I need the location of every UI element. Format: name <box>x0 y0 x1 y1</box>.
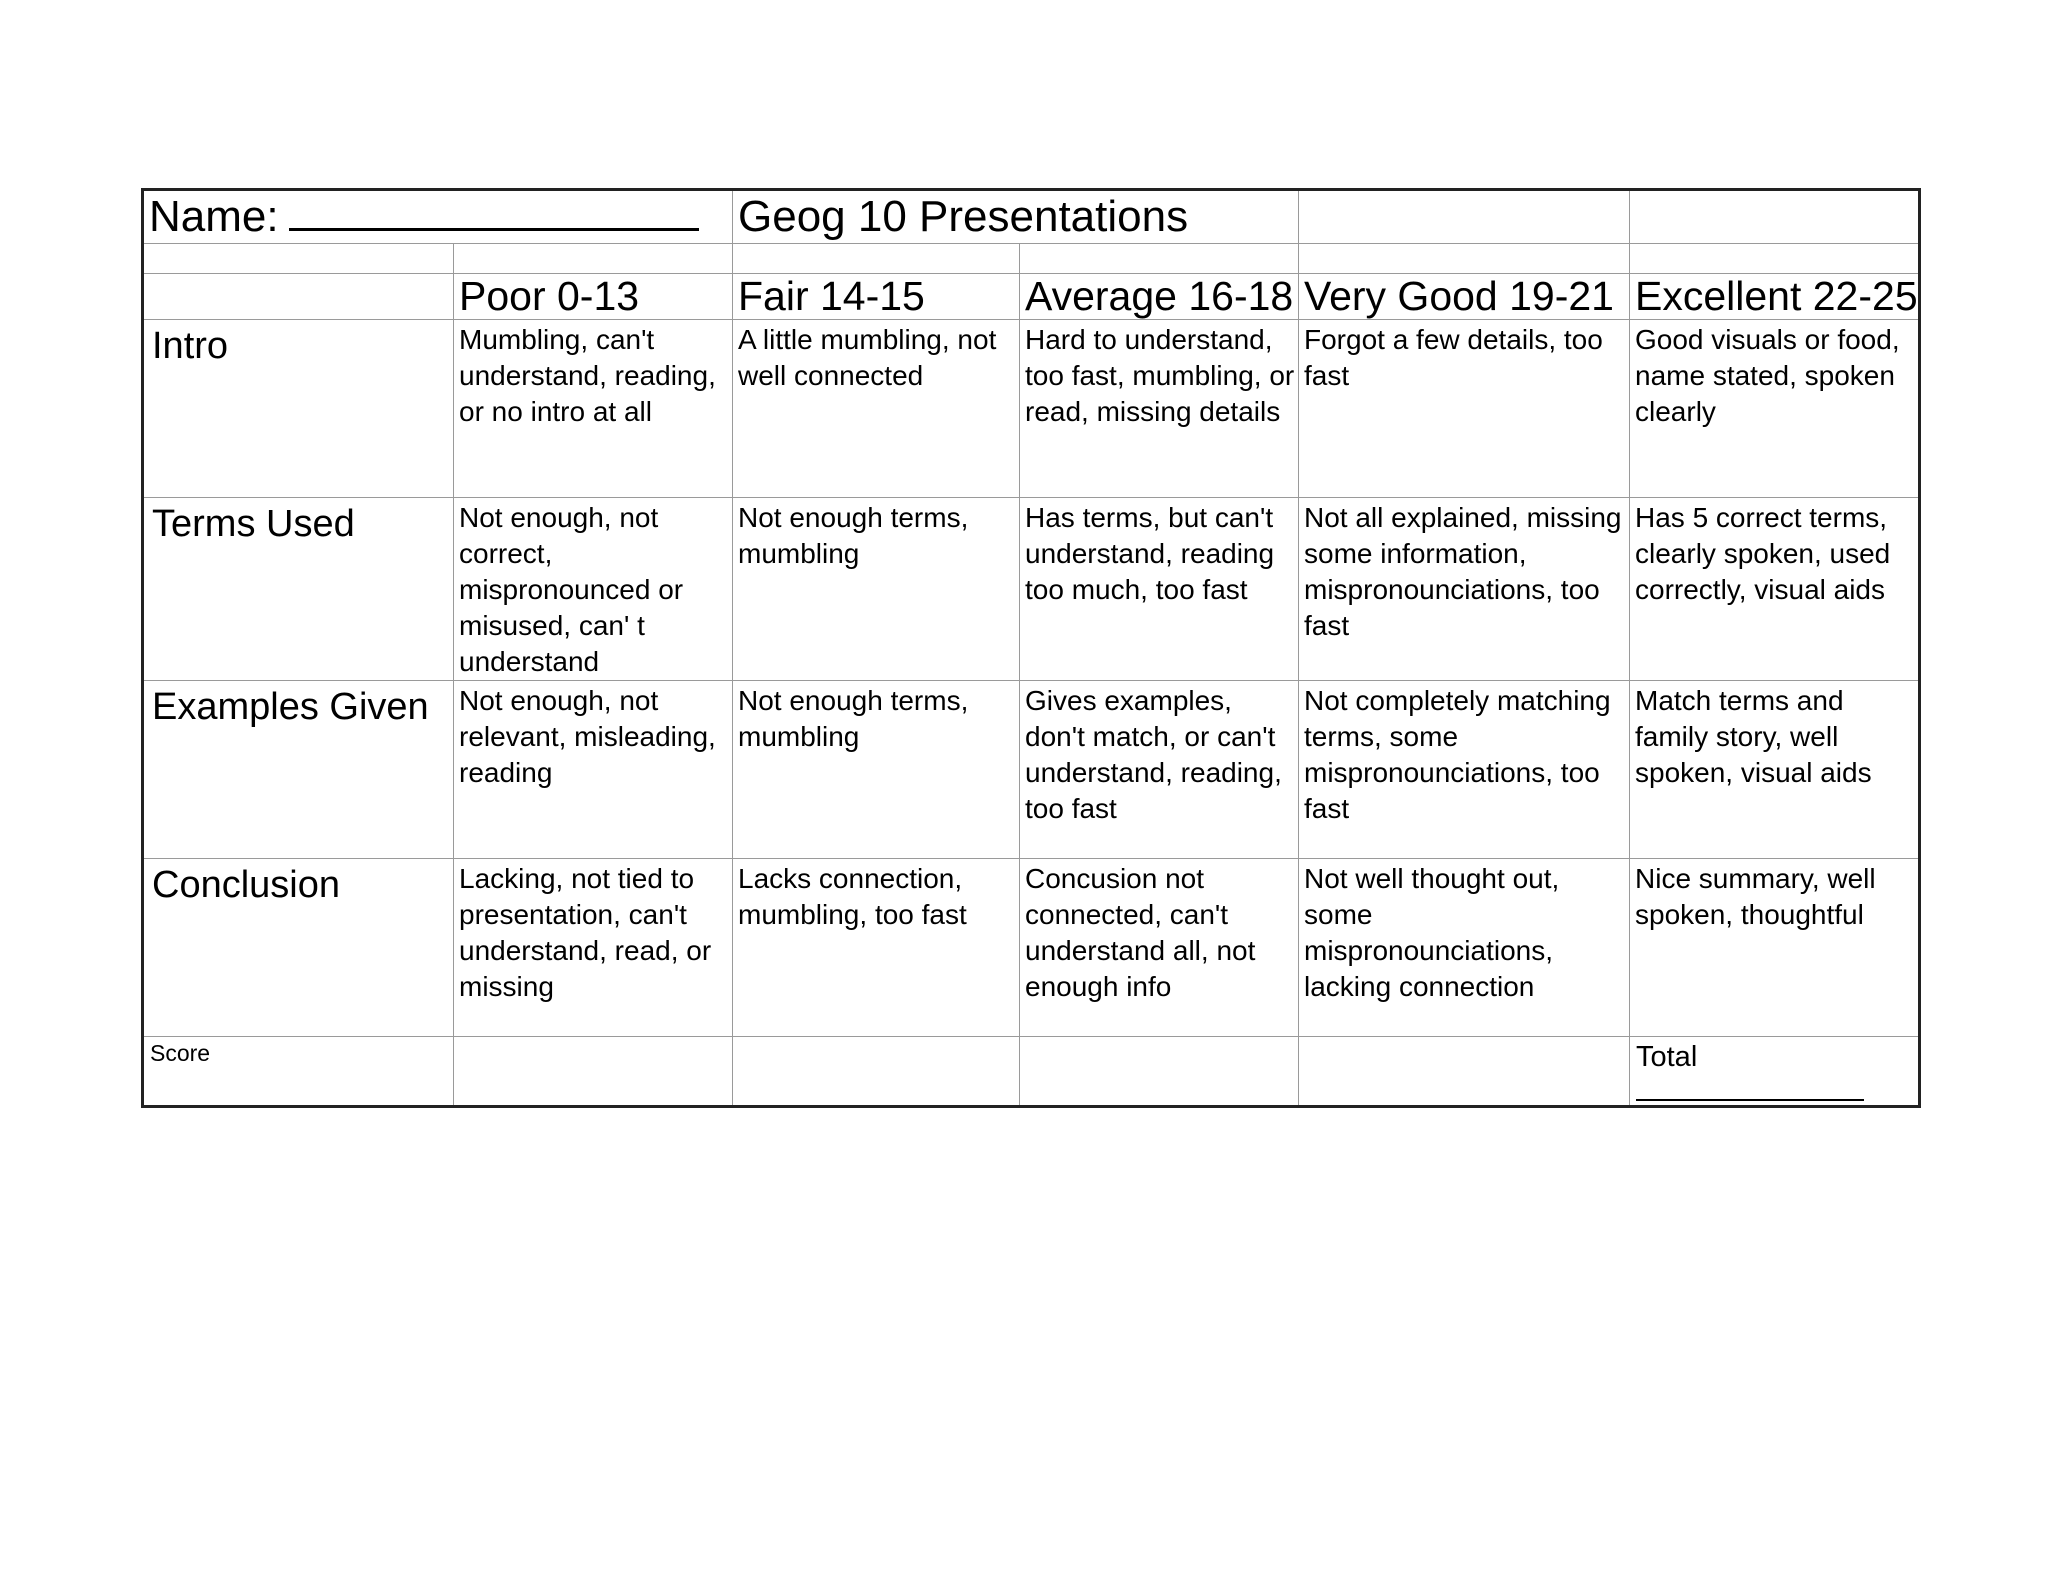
rubric-cell: Gives examples, don't match, or can't understand, reading, too fast <box>1020 681 1299 859</box>
name-blank-line <box>289 192 699 231</box>
rubric-row-intro <box>143 320 1920 498</box>
rubric-cell: Not enough terms, mumbling <box>733 498 1020 681</box>
rubric-cell: Concusion not connected, can't understand all, not enough info <box>1020 859 1299 1037</box>
criterion-examples-given: Examples Given <box>143 681 454 859</box>
rubric-cell: Has 5 correct terms, clearly spoken, used correctly, visual aids <box>1630 498 1920 681</box>
rubric-cell: Lacks connection, mumbling, too fast <box>733 859 1020 1037</box>
rubric-cell: Match terms and family story, well spoken, visual aids <box>1630 681 1920 859</box>
header-blank-cell <box>143 274 454 320</box>
level-header-very-good: Very Good 19-21 <box>1299 274 1630 320</box>
rubric-cell: Mumbling, can't understand, reading, or no intro at all <box>454 320 733 498</box>
score-cell[interactable] <box>454 1037 733 1107</box>
rubric-cell: Nice summary, well spoken, thoughtful <box>1630 859 1920 1037</box>
criterion-terms-used: Terms Used <box>143 498 454 681</box>
rubric-cell: Not well thought out, some mispronounciations, lacking connection <box>1299 859 1630 1037</box>
spacer-cell <box>1299 244 1630 274</box>
total-cell <box>1630 1037 1920 1107</box>
spacer-cell <box>454 244 733 274</box>
level-header-poor: Poor 0-13 <box>454 274 733 320</box>
rubric-cell: Good visuals or food, name stated, spoken clearly <box>1630 320 1920 498</box>
criterion-intro: Intro <box>143 320 454 498</box>
rubric-cell: Hard to understand, too fast, mumbling, or read, missing details <box>1020 320 1299 498</box>
rubric-cell: Not enough, not relevant, misleading, reading <box>454 681 733 859</box>
rubric-cell: Not enough, not correct, mispronounced or misused, can' t understand <box>454 498 733 681</box>
document-title: Geog 10 Presentations <box>733 190 1299 244</box>
score-cell[interactable] <box>1299 1037 1630 1107</box>
empty-cell <box>1630 190 1920 244</box>
rubric-cell: Forgot a few details, too fast <box>1299 320 1630 498</box>
rubric-cell: Not enough terms, mumbling <box>733 681 1020 859</box>
rubric-row-terms-used <box>143 498 1920 681</box>
empty-cell <box>1299 190 1630 244</box>
rubric-row-conclusion <box>143 859 1920 1037</box>
spacer-cell <box>1630 244 1920 274</box>
spacer-cell <box>733 244 1020 274</box>
total-label: Total <box>1636 1041 1698 1073</box>
level-header-fair: Fair 14-15 <box>733 274 1020 320</box>
rubric-cell: Lacking, not tied to presentation, can't understand, read, or missing <box>454 859 733 1037</box>
rubric-cell: Not completely matching terms, some mispronounciations, too fast <box>1299 681 1630 859</box>
name-label: Name: <box>149 192 279 241</box>
criterion-conclusion: Conclusion <box>143 859 454 1037</box>
level-header-excellent: Excellent 22-25 <box>1630 274 1920 320</box>
rubric-table <box>141 188 1921 1108</box>
score-cell[interactable] <box>733 1037 1020 1107</box>
total-blank-line <box>1636 1099 1864 1101</box>
name-field <box>143 190 733 244</box>
level-header-average: Average 16-18 <box>1020 274 1299 320</box>
rubric-row-examples-given <box>143 681 1920 859</box>
spacer-cell <box>1020 244 1299 274</box>
rubric-cell: A little mumbling, not well connected <box>733 320 1020 498</box>
score-cell[interactable] <box>1020 1037 1299 1107</box>
rubric-cell: Not all explained, missing some information, mispronounciations, too fast <box>1299 498 1630 681</box>
rubric-cell: Has terms, but can't understand, reading too much, too fast <box>1020 498 1299 681</box>
spacer-cell <box>143 244 454 274</box>
score-label: Score <box>143 1037 454 1107</box>
